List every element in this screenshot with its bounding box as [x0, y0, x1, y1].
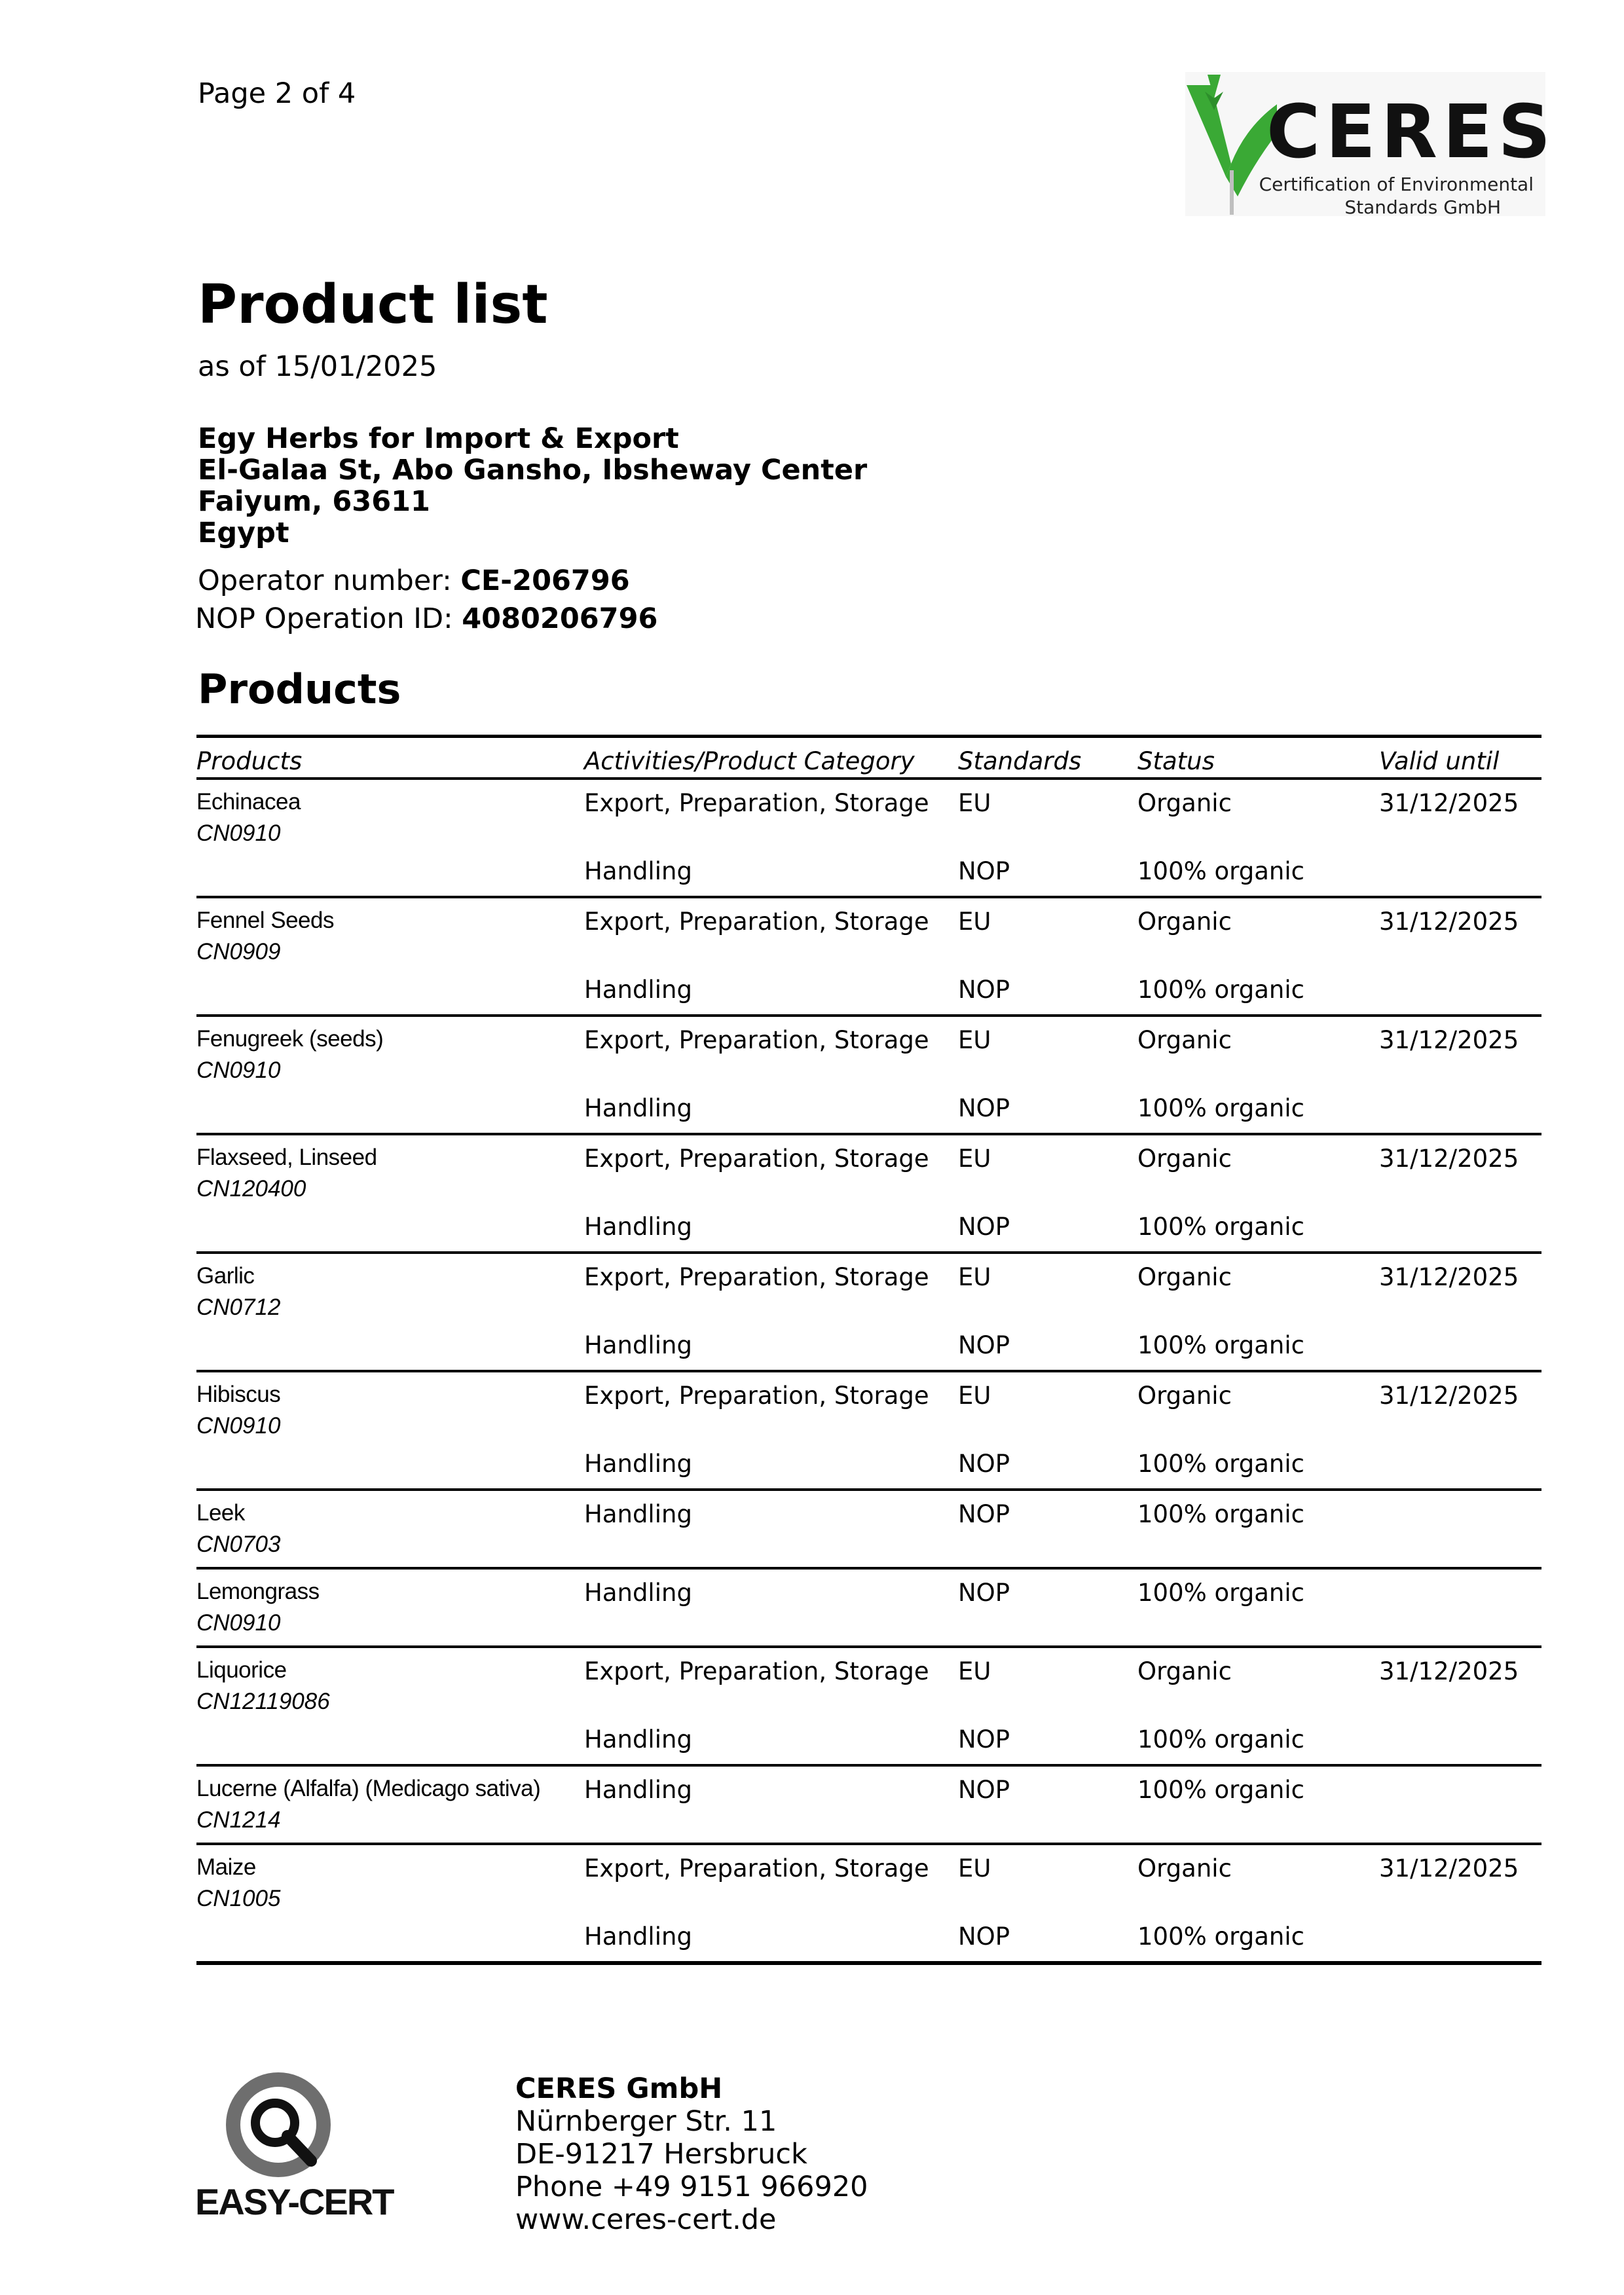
table-row — [196, 1648, 1541, 1767]
product-code: CN0712 — [196, 1294, 281, 1320]
as-of-date: as of 15/01/2025 — [198, 350, 437, 383]
page-indicator: Page 2 of 4 — [198, 77, 356, 110]
valid-until: 31/12/2025 — [1379, 1145, 1519, 1173]
activity: Handling — [584, 857, 692, 885]
status: Organic — [1137, 1263, 1232, 1291]
standard: NOP — [958, 1213, 1010, 1241]
valid-until: 31/12/2025 — [1379, 908, 1519, 936]
standard: NOP — [958, 1725, 1010, 1753]
ceres-subtitle-1: Certification of Environmental — [1259, 174, 1534, 195]
operator-city: Faiyum, 63611 — [198, 485, 430, 518]
activity: Export, Preparation, Storage — [584, 1026, 929, 1054]
column-header-activities: Activities/Product Category — [584, 747, 915, 775]
product-code: CN1214 — [196, 1807, 281, 1833]
standard: EU — [958, 789, 991, 817]
operator-address — [198, 423, 867, 549]
status: Organic — [1137, 1026, 1232, 1054]
footer-company: CERES GmbH — [515, 2072, 723, 2105]
status: Organic — [1137, 1382, 1232, 1410]
table-row — [196, 780, 1541, 898]
activity: Handling — [584, 1922, 692, 1951]
footer-website[interactable]: www.ceres-cert.de — [515, 2203, 777, 2236]
ceres-subtitle-2: Standards GmbH — [1344, 196, 1501, 218]
product-name: Flaxseed, Linseed — [196, 1145, 377, 1170]
table-row — [196, 1254, 1541, 1372]
table-row — [196, 1570, 1541, 1648]
valid-until: 31/12/2025 — [1379, 789, 1519, 817]
product-name: Lemongrass — [196, 1579, 320, 1604]
standard: EU — [958, 1382, 991, 1410]
status: 100% organic — [1137, 1776, 1304, 1804]
standard: NOP — [958, 1450, 1010, 1478]
table-row — [196, 1767, 1541, 1845]
product-code: CN0910 — [196, 820, 281, 846]
operator-number-value: CE-206796 — [460, 564, 630, 597]
valid-until: 31/12/2025 — [1379, 1657, 1519, 1685]
status: 100% organic — [1137, 1450, 1304, 1478]
product-code: CN0910 — [196, 1057, 281, 1083]
table-header — [196, 738, 1541, 780]
table-row — [196, 1135, 1541, 1254]
activity: Handling — [584, 1500, 692, 1528]
activity: Export, Preparation, Storage — [584, 908, 929, 936]
table-row — [196, 898, 1541, 1017]
status: 100% organic — [1137, 1725, 1304, 1753]
operator-street: El-Galaa St, Abo Gansho, Ibsheway Center — [198, 454, 868, 487]
activity: Handling — [584, 1094, 692, 1122]
standard: NOP — [958, 1922, 1010, 1951]
product-code: CN120400 — [196, 1176, 306, 1202]
status: Organic — [1137, 1145, 1232, 1173]
ceres-logo — [1185, 72, 1557, 218]
standard: NOP — [958, 1094, 1010, 1122]
standard: EU — [958, 1145, 991, 1173]
activity: Handling — [584, 1725, 692, 1753]
activity: Handling — [584, 1331, 692, 1359]
operator-country: Egypt — [198, 517, 289, 549]
document-title: Product list — [198, 274, 548, 336]
product-name: Hibiscus — [196, 1382, 281, 1407]
table-row — [196, 1372, 1541, 1491]
footer-street: Nürnberger Str. 11 — [515, 2105, 777, 2138]
status: Organic — [1137, 789, 1232, 817]
status: 100% organic — [1137, 1500, 1304, 1528]
activity: Export, Preparation, Storage — [584, 1382, 929, 1410]
activity: Handling — [584, 1579, 692, 1607]
standard: NOP — [958, 1500, 1010, 1528]
products-table — [196, 735, 1541, 1965]
product-name: Lucerne (Alfalfa) (Medicago sativa) — [196, 1776, 541, 1801]
easy-cert-wordmark: EASY-CERT — [195, 2181, 394, 2222]
standard: NOP — [958, 976, 1010, 1004]
standard: EU — [958, 1854, 991, 1882]
standard: NOP — [958, 1579, 1010, 1607]
product-code: CN0910 — [196, 1413, 281, 1439]
standard: NOP — [958, 857, 1010, 885]
nop-id-label: NOP Operation ID: — [195, 602, 453, 635]
column-header-products: Products — [196, 747, 303, 775]
standard: EU — [958, 1026, 991, 1054]
status: 100% organic — [1137, 1331, 1304, 1359]
activity: Export, Preparation, Storage — [584, 1145, 929, 1173]
product-name: Leek — [196, 1500, 245, 1526]
activity: Export, Preparation, Storage — [584, 1263, 929, 1291]
column-header-status: Status — [1137, 747, 1215, 775]
activity: Handling — [584, 1776, 692, 1804]
standard: NOP — [958, 1331, 1010, 1359]
product-code: CN0910 — [196, 1610, 281, 1636]
activity: Handling — [584, 976, 692, 1004]
table-row — [196, 1845, 1541, 1965]
operator-number — [198, 564, 630, 597]
product-code: CN0703 — [196, 1532, 281, 1557]
product-code: CN12119086 — [196, 1689, 330, 1714]
table-row — [196, 1491, 1541, 1570]
valid-until: 31/12/2025 — [1379, 1854, 1519, 1882]
product-name: Echinacea — [196, 789, 301, 815]
standard: EU — [958, 1263, 991, 1291]
product-name: Liquorice — [196, 1657, 287, 1683]
status: 100% organic — [1137, 1922, 1304, 1951]
status: 100% organic — [1137, 1094, 1304, 1122]
ceres-wordmark: CERES — [1266, 90, 1557, 175]
product-code: CN1005 — [196, 1886, 281, 1911]
status: Organic — [1137, 1657, 1232, 1685]
status: 100% organic — [1137, 1213, 1304, 1241]
operator-number-label: Operator number: — [198, 564, 452, 597]
activity: Export, Preparation, Storage — [584, 789, 929, 817]
product-name: Fennel Seeds — [196, 908, 334, 933]
status: Organic — [1137, 1854, 1232, 1882]
table-row — [196, 1017, 1541, 1135]
standard: EU — [958, 908, 991, 936]
product-code: CN0909 — [196, 939, 281, 964]
product-name: Fenugreek (seeds) — [196, 1026, 384, 1052]
nop-id-value: 4080206796 — [462, 602, 658, 635]
footer-address — [515, 2072, 868, 2236]
activity: Export, Preparation, Storage — [584, 1657, 929, 1685]
activity: Export, Preparation, Storage — [584, 1854, 929, 1882]
status: Organic — [1137, 908, 1232, 936]
column-header-valid-until: Valid until — [1379, 747, 1500, 775]
activity: Handling — [584, 1213, 692, 1241]
status: 100% organic — [1137, 976, 1304, 1004]
activity: Handling — [584, 1450, 692, 1478]
column-header-standards: Standards — [958, 747, 1082, 775]
valid-until: 31/12/2025 — [1379, 1263, 1519, 1291]
valid-until: 31/12/2025 — [1379, 1026, 1519, 1054]
status: 100% organic — [1137, 857, 1304, 885]
standard: NOP — [958, 1776, 1010, 1804]
valid-until: 31/12/2025 — [1379, 1382, 1519, 1410]
product-name: Maize — [196, 1854, 256, 1880]
status: 100% organic — [1137, 1579, 1304, 1607]
footer-phone: Phone +49 9151 966920 — [515, 2171, 868, 2203]
products-heading: Products — [198, 665, 401, 713]
nop-operation-id — [195, 602, 657, 635]
standard: EU — [958, 1657, 991, 1685]
product-name: Garlic — [196, 1263, 255, 1289]
operator-name: Egy Herbs for Import & Export — [198, 422, 679, 455]
footer-city: DE-91217 Hersbruck — [515, 2138, 807, 2171]
